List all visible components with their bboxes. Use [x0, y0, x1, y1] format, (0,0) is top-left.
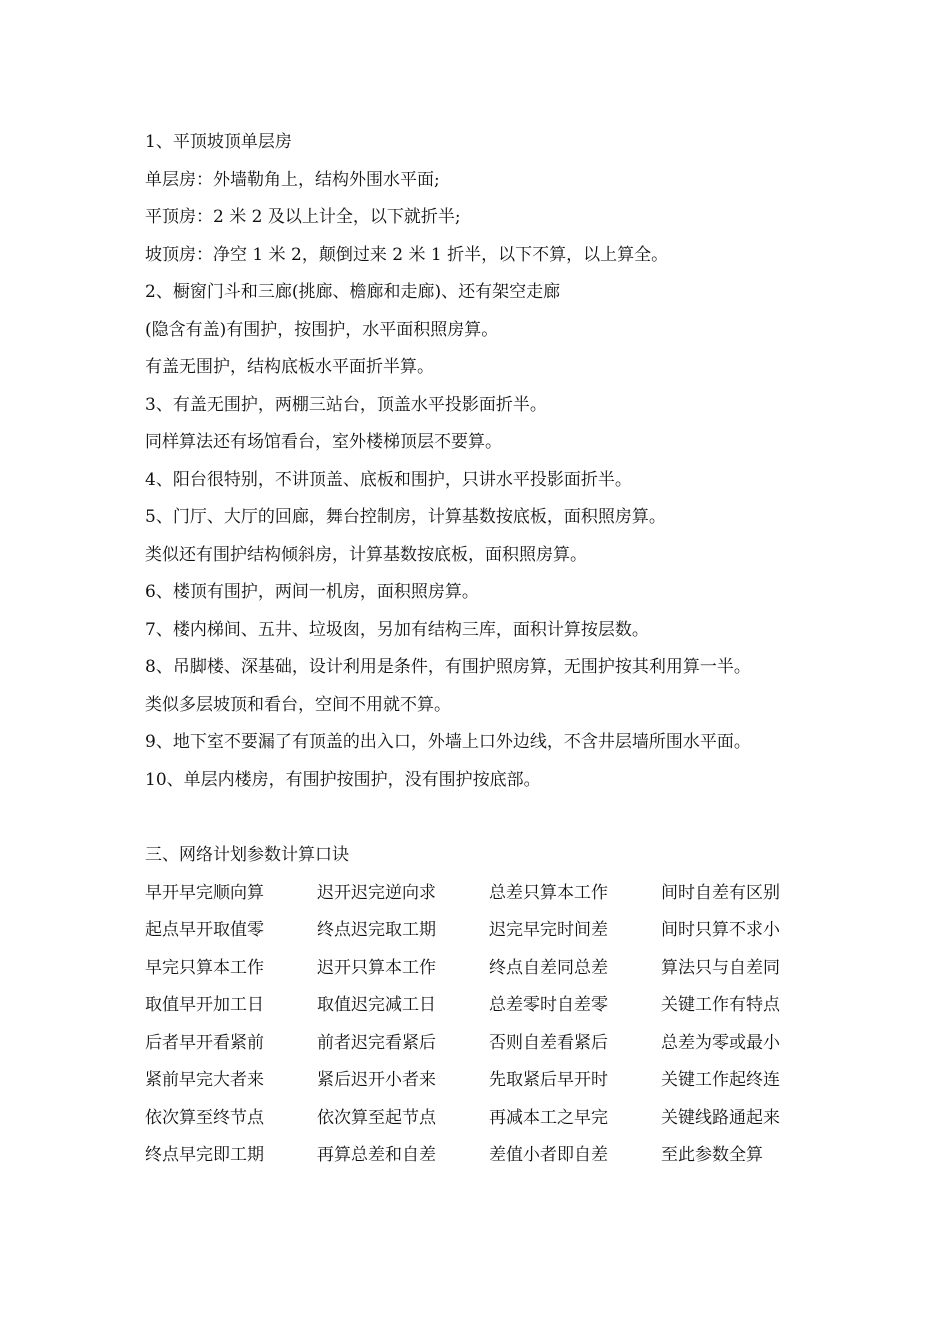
text-line: 10、单层内楼房，有围护按围护，没有围护按底部。: [145, 769, 541, 790]
mnemonic-cell: 否则自差看紧后: [489, 1032, 608, 1053]
mnemonic-cell: 后者早开看紧前: [145, 1032, 264, 1053]
text-line: 有盖无围护，结构底板水平面折半算。: [145, 357, 434, 377]
network-plan-section: [145, 837, 845, 1175]
text-line: 5、门厅、大厅的回廊，舞台控制房，计算基数按底板，面积照房算。: [145, 507, 666, 527]
mnemonic-cell: 终点早完即工期: [145, 1145, 264, 1165]
text-line: 3、有盖无围护，两棚三站台，顶盖水平投影面折半。: [145, 394, 547, 415]
mnemonic-cell: 总差只算本工作: [489, 882, 608, 903]
text-line: 6、楼顶有围护，两间一机房，面积照房算。: [145, 582, 479, 602]
mnemonic-cell: 起点早开取值零: [145, 920, 264, 940]
mnemonic-cell: 迟开只算本工作: [317, 957, 436, 978]
document-content: [145, 124, 845, 1175]
text-line: 1、平顶坡顶单层房: [145, 132, 292, 152]
text-line: 类似多层坡顶和看台，空间不用就不算。: [145, 694, 451, 715]
text-line: 单层房：外墙勒角上，结构外围水平面;: [145, 169, 440, 190]
text-line: 同样算法还有场馆看台，室外楼梯顶层不要算。: [145, 432, 502, 452]
mnemonic-cell: 再算总差和自差: [317, 1145, 436, 1165]
mnemonic-cell: 总差为零或最小: [661, 1032, 780, 1053]
text-line: 平顶房：2 米 2 及以上计全，以下就折半;: [145, 207, 461, 227]
text-line: 2、橱窗门斗和三廊(挑廊、檐廊和走廊)、还有架空走廊: [145, 282, 561, 302]
mnemonic-cell: 早开早完顺向算: [145, 882, 264, 903]
mnemonic-cell: 至此参数全算: [661, 1145, 763, 1165]
mnemonic-grid: [145, 875, 845, 1175]
mnemonic-cell: 间时自差有区别: [661, 882, 780, 903]
mnemonic-cell: 终点迟完取工期: [317, 920, 436, 940]
mnemonic-cell: 终点自差同总差: [489, 957, 608, 978]
mnemonic-cell: 再减本工之早完: [489, 1107, 608, 1128]
text-line: 7、楼内梯间、五井、垃圾囱，另加有结构三库，面积计算按层数。: [145, 619, 649, 640]
mnemonic-cell: 总差零时自差零: [489, 995, 608, 1015]
mnemonic-cell: 迟完早完时间差: [489, 920, 608, 940]
mnemonic-cell: 间时只算不求小: [661, 920, 780, 940]
text-line: 8、吊脚楼、深基础，设计利用是条件，有围护照房算，无围护按其利用算一半。: [145, 657, 751, 677]
mnemonic-cell: 迟开迟完逆向求: [317, 882, 436, 903]
mnemonic-cell: 关键工作起终连: [661, 1070, 780, 1090]
mnemonic-cell: 早完只算本工作: [145, 957, 264, 978]
mnemonic-cell: 依次算至终节点: [145, 1107, 264, 1128]
text-line: 9、地下室不要漏了有顶盖的出入口，外墙上口外边线，不含井层墙所围水平面。: [145, 732, 751, 752]
mnemonic-cell: 前者迟完看紧后: [317, 1032, 436, 1053]
section-title: 三、网络计划参数计算口诀: [145, 845, 349, 865]
mnemonic-cell: 紧前早完大者来: [145, 1070, 264, 1090]
mnemonic-cell: 差值小者即自差: [489, 1145, 608, 1165]
text-line: 类似还有围护结构倾斜房，计算基数按底板，面积照房算。: [145, 544, 587, 565]
text-line: 坡顶房：净空 1 米 2，颠倒过来 2 米 1 折半，以下不算，以上算全。: [145, 244, 669, 265]
mnemonic-cell: 取值早开加工日: [145, 995, 264, 1015]
mnemonic-cell: 算法只与自差同: [661, 957, 780, 978]
section-spacer: [145, 799, 845, 837]
mnemonic-cell: 关键线路通起来: [661, 1107, 780, 1128]
mnemonic-cell: 关键工作有特点: [661, 995, 780, 1015]
area-rules-section: [145, 124, 845, 799]
text-line: (隐含有盖)有围护，按围护，水平面积照房算。: [145, 319, 499, 340]
text-line: 4、阳台很特别，不讲顶盖、底板和围护，只讲水平投影面折半。: [145, 469, 632, 490]
mnemonic-cell: 先取紧后早开时: [489, 1070, 608, 1090]
mnemonic-cell: 依次算至起节点: [317, 1107, 436, 1128]
mnemonic-cell: 取值迟完减工日: [317, 995, 436, 1015]
mnemonic-cell: 紧后迟开小者来: [317, 1070, 436, 1090]
